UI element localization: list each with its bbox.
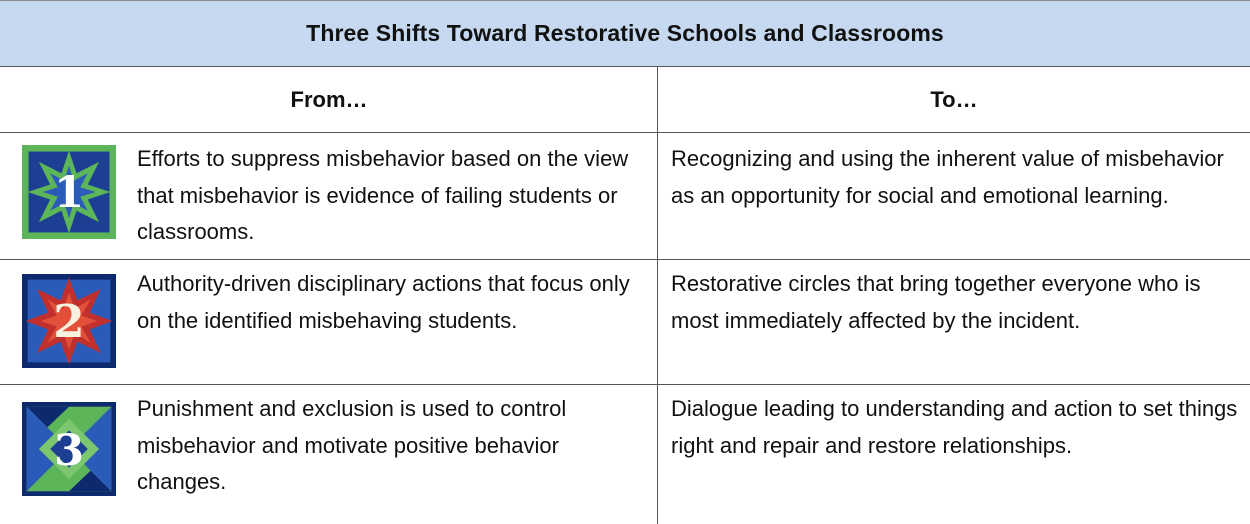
table-row: [0, 385, 1250, 524]
to-text-3: Dialogue leading to understanding and action to set things right and repair and restore relationships.: [671, 396, 1238, 458]
number-three-quilt-icon: [22, 402, 116, 496]
table-row: [0, 133, 1250, 260]
from-text-2: Authority-driven disciplinary actions that focus only on the identified misbehaving students.: [137, 271, 630, 333]
column-header-from: From…: [0, 67, 658, 133]
number-two-quilt-icon: [22, 274, 116, 368]
badge-number: 3: [53, 424, 85, 476]
to-text-1: Recognizing and using the inherent value of misbehavior as an opportunity for social and emotional learning.: [671, 146, 1224, 208]
number-one-quilt-icon: [22, 145, 116, 239]
from-text-3: Punishment and exclusion is used to control misbehavior and motivate positive behavior changes.: [137, 396, 567, 494]
to-text-2: Restorative circles that bring together everyone who is most immediately affected by the incident.: [671, 271, 1201, 333]
column-header-to: To…: [658, 67, 1250, 133]
table-row: [0, 260, 1250, 385]
table-title: Three Shifts Toward Restorative Schools and Classrooms: [0, 0, 1250, 67]
badge-number: 1: [53, 167, 85, 219]
from-text-1: Efforts to suppress misbehavior based on the view that misbehavior is evidence of failing students or classrooms.: [137, 146, 629, 244]
badge-number: 2: [53, 294, 85, 348]
